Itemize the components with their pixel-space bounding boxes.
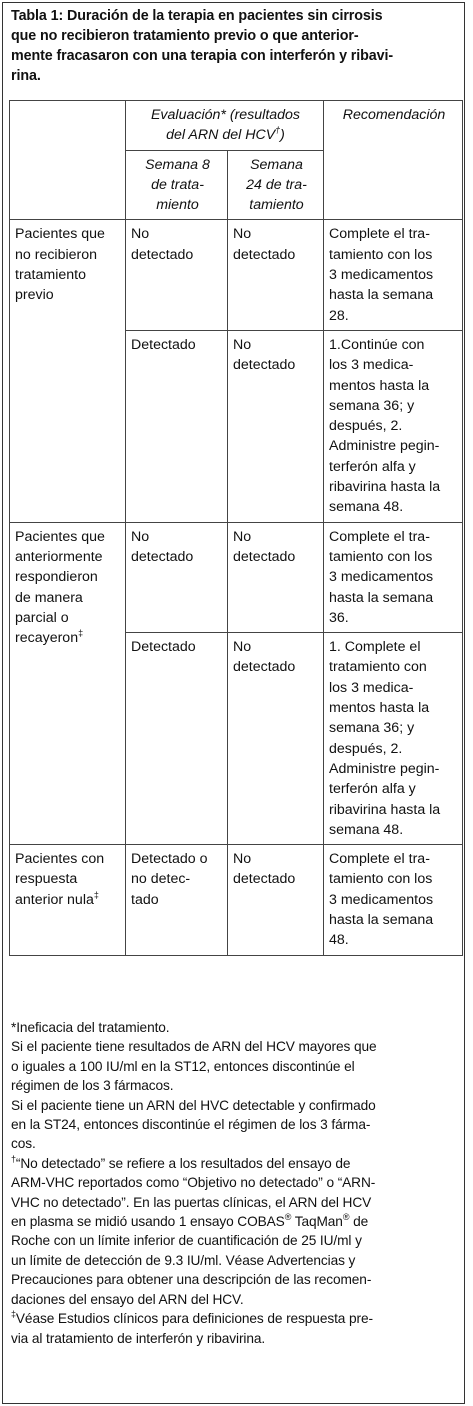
- registered-mark: ®: [342, 1212, 350, 1223]
- footnote-line: un límite de detección de 9.3 IU/ml. Véase Advertencias y: [11, 1252, 356, 1268]
- week8-result-cell: [126, 220, 228, 330]
- week24-result-cell-line: detectado: [233, 548, 296, 565]
- empty-corner-cell: [10, 101, 126, 220]
- evaluation-header: [126, 101, 324, 151]
- recommendation-cell-line: después, 2.: [329, 418, 403, 435]
- recommendation-cell-line: 36.: [329, 609, 349, 626]
- title-line: que no recibieron tratamiento previo o que anterior-: [11, 28, 359, 44]
- recommendation-cell: [324, 522, 463, 632]
- recommendation-cell-line: Complete el tra-: [329, 851, 430, 868]
- patient-group-line: parcial o: [15, 609, 69, 626]
- recommendation-cell-line: hasta la semana: [329, 589, 434, 606]
- recommendation-cell-line: después, 2.: [329, 740, 403, 757]
- week8-header: [126, 150, 228, 220]
- footnote-st24: [11, 1096, 461, 1154]
- week24-result-cell-line: No: [233, 639, 252, 656]
- evaluation-header-line2: del ARN del HCV†): [166, 125, 285, 144]
- week8-result-cell-line: no detec-: [131, 871, 191, 888]
- recommendation-cell-line: tamiento con los: [329, 548, 433, 565]
- footnote-line: Si el paciente tiene un ARN del HVC detectable y confirmado: [11, 1097, 376, 1113]
- footnote-line: Roche con un límite inferior de cuantificación de 25 IU/ml y: [11, 1233, 362, 1249]
- week8-result-cell-line: Detectado: [131, 336, 196, 353]
- patient-group-line: previo: [15, 287, 54, 304]
- recommendation-cell-line: 48.: [329, 932, 349, 949]
- title-line: Tabla 1: Duración de la terapia en pacientes sin cirrosis: [11, 8, 383, 24]
- recommendation-cell-line: hasta la semana: [329, 287, 434, 304]
- recommendation-cell-line: 3 medicamentos: [329, 569, 434, 586]
- table-row: [10, 220, 463, 330]
- week8-header-line: de trata-: [151, 176, 204, 193]
- recommendation-cell-line: los 3 medica-: [329, 679, 414, 696]
- week24-header-line: tamiento: [249, 197, 304, 214]
- week24-result-cell-line: No: [233, 336, 252, 353]
- week24-header: [228, 150, 324, 220]
- week8-result-cell-line: Detectado o: [131, 851, 208, 868]
- patient-group-cell: [10, 220, 126, 522]
- recommendation-cell-line: tamiento con los: [329, 246, 433, 263]
- footnote-line: *Ineficacia del tratamiento.: [11, 1020, 170, 1035]
- patient-group-cell: [10, 845, 126, 955]
- header-row-1: [10, 101, 463, 151]
- week24-result-cell: [228, 633, 324, 845]
- therapy-duration-table: [9, 100, 463, 956]
- week24-result-cell: [228, 330, 324, 522]
- footnote-ddagger: ‡Véase Estudios clínicos para definiciones de respuesta pre- via al tratamiento de interferón y ribavirina.: [11, 1309, 461, 1348]
- recommendation-cell-line: Complete el tra-: [329, 226, 430, 243]
- recommendation-cell-line: ribavirina hasta la: [329, 801, 441, 818]
- patient-group-cell: [10, 522, 126, 844]
- recommendation-cell-line: 28.: [329, 307, 349, 324]
- table-row: [10, 522, 463, 632]
- recommendation-cell-line: terferón alfa y: [329, 458, 416, 475]
- recommendation-cell: [324, 220, 463, 330]
- footnote-line: régimen de los 3 fármacos.: [11, 1078, 174, 1094]
- recommendation-cell-line: mentos hasta la: [329, 377, 430, 394]
- week24-result-cell-line: detectado: [233, 871, 296, 888]
- recommendation-cell: [324, 845, 463, 955]
- footnote-line: VHC no detectado”. En las puertas clínicas, el ARN del HCV: [11, 1194, 372, 1210]
- patient-group-line: respondieron: [15, 569, 98, 586]
- week8-result-cell-line: detectado: [131, 246, 194, 263]
- week24-result-cell-line: detectado: [233, 357, 296, 374]
- footnote-mark: ‡: [78, 628, 84, 639]
- patient-group-line: anteriormente: [15, 548, 103, 565]
- patient-group-line: de manera: [15, 589, 83, 606]
- recommendation-cell-line: semana 48.: [329, 821, 404, 838]
- table-frame: [2, 2, 465, 1404]
- patient-group-line: anterior nula‡: [15, 889, 99, 908]
- week24-result-cell: [228, 220, 324, 330]
- week8-result-cell-line: Detectado: [131, 639, 196, 656]
- recommendation-cell-line: terferón alfa y: [329, 781, 416, 798]
- dagger-mark: †: [275, 125, 281, 136]
- week8-header-line: Semana 8: [145, 156, 210, 173]
- week24-result-cell-line: No: [233, 528, 252, 545]
- week24-result-cell: [228, 845, 324, 955]
- patient-group-line: Pacientes con: [15, 851, 105, 868]
- recommendation-cell-line: 3 medicamentos: [329, 267, 434, 284]
- recommendation-header: Recomendación: [324, 101, 463, 220]
- table-row: [10, 845, 463, 955]
- footnote-line: daciones del ensayo del ARN del HCV.: [11, 1291, 244, 1307]
- recommendation-cell-line: mentos hasta la: [329, 700, 430, 717]
- week8-header-line: miento: [156, 197, 199, 214]
- patient-group-line: no recibieron: [15, 246, 98, 263]
- table-footnotes: [11, 1018, 461, 1348]
- recommendation-cell-line: Administre pegin-: [329, 438, 440, 455]
- recommendation-cell: [324, 330, 463, 522]
- footnote-line: o iguales a 100 IU/ml en la ST12, entonces discontinúe el: [11, 1058, 355, 1074]
- footnote-dagger: †“No detectado” se refiere a los resultados del ensayo de ARM-VHC reportados como “Objetivo no detectado” o “ARN- VHC no detectado”. En las puertas clínicas, el ARN del HCV en plasma se midió usando 1 ensayo COBAS® TaqMan® de Roche con un límite inferior de cuantificación de 25 IU/ml y un límite de detección de 9.3 IU/ml. Véase Advertencias y Precauciones para obtener una descripción de las recomen- daciones del ensayo del ARN del HCV.: [11, 1154, 461, 1309]
- week8-result-cell: [126, 633, 228, 845]
- recommendation-cell-line: semana 48.: [329, 499, 404, 516]
- evaluation-header-line1: Evaluación* (resultados: [150, 107, 301, 123]
- week8-result-cell-line: No: [131, 226, 150, 243]
- recommendation-cell-line: ribavirina hasta la: [329, 479, 441, 496]
- week8-result-cell: [126, 330, 228, 522]
- recommendation-cell-line: hasta la semana: [329, 911, 434, 928]
- week24-header-line: Semana: [250, 156, 303, 173]
- title-line: mente fracasaron con una terapia con interferón y ribavi-: [11, 48, 394, 64]
- recommendation-cell-line: semana 36; y: [329, 720, 415, 737]
- registered-mark: ®: [284, 1212, 292, 1223]
- patient-group-line: recayeron‡: [15, 628, 84, 647]
- footnote-line: Precauciones para obtener una descripción de las recomen-: [11, 1272, 372, 1288]
- week24-result-cell-line: detectado: [233, 246, 296, 263]
- week24-result-cell-line: No: [233, 851, 252, 868]
- week8-result-cell-line: No: [131, 528, 150, 545]
- footnote-asterisk: [11, 1018, 461, 1037]
- week8-result-cell: [126, 845, 228, 955]
- week8-result-cell: [126, 522, 228, 632]
- footnote-line: en la ST24, entonces discontinúe el régimen de los 3 fárma-: [11, 1117, 371, 1133]
- recommendation-cell-line: tratamiento con: [329, 659, 427, 676]
- table-title: [11, 6, 461, 86]
- recommendation-cell: [324, 633, 463, 845]
- footnote-line: via al tratamiento de interferón y ribavirina.: [11, 1330, 266, 1346]
- recommendation-cell-line: tamiento con los: [329, 871, 433, 888]
- patient-group-line: Pacientes que: [15, 528, 105, 545]
- week8-result-cell-line: detectado: [131, 548, 194, 565]
- footnote-line: Si el paciente tiene resultados de ARN del HCV mayores que: [11, 1039, 377, 1055]
- patient-group-line: Pacientes que: [15, 226, 105, 243]
- recommendation-cell-line: semana 36; y: [329, 397, 415, 414]
- week24-result-cell: [228, 522, 324, 632]
- footnote-mark: ‡: [93, 889, 99, 900]
- recommendation-cell-line: 1. Complete el: [329, 639, 421, 656]
- title-line: rina.: [11, 68, 41, 84]
- footnote-st12: [11, 1037, 461, 1095]
- recommendation-cell-line: 3 medicamentos: [329, 891, 434, 908]
- week8-result-cell-line: tado: [131, 891, 159, 908]
- dagger-mark: †: [11, 1153, 16, 1164]
- patient-group-line: respuesta: [15, 871, 78, 888]
- recommendation-cell-line: los 3 medica-: [329, 357, 414, 374]
- footnote-line: ARM-VHC reportados como “Objetivo no detectado” o “ARN-: [11, 1175, 376, 1191]
- week24-header-line: 24 de tra-: [246, 176, 307, 193]
- footnote-line: cos.: [11, 1136, 36, 1152]
- recommendation-cell-line: Complete el tra-: [329, 528, 430, 545]
- recommendation-cell-line: Administre pegin-: [329, 760, 440, 777]
- patient-group-line: tratamiento: [15, 267, 86, 284]
- week24-result-cell-line: No: [233, 226, 252, 243]
- double-dagger-mark: ‡: [11, 1309, 16, 1320]
- recommendation-cell-line: 1.Continúe con: [329, 336, 425, 353]
- week24-result-cell-line: detectado: [233, 659, 296, 676]
